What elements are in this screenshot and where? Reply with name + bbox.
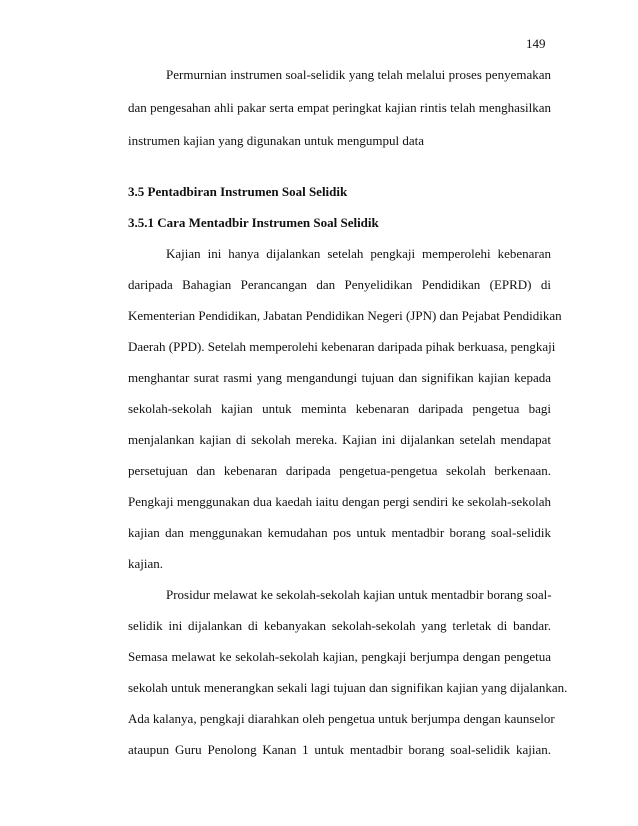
- text-line: Semasa melawat ke sekolah-sekolah kajian, pengkaji berjumpa dengan pengetua: [128, 649, 551, 664]
- text-line: persetujuan dan kebenaran daripada pengetua-pengetua sekolah berkenaan.: [128, 463, 551, 478]
- text-line: daripada Bahagian Perancangan dan Penyelidikan Pendidikan (EPRD) di: [128, 277, 551, 292]
- text-line: menghantar surat rasmi yang mengandungi tujuan dan signifikan kajian kepada: [128, 370, 551, 385]
- page-number: 149: [526, 36, 546, 51]
- text-line: kajian dan menggunakan kemudahan pos untuk mentadbir borang soal-selidik: [128, 525, 551, 540]
- text-line: Pengkaji menggunakan dua kaedah iaitu dengan pergi sendiri ke sekolah-sekolah: [128, 494, 551, 509]
- text-line: Daerah (PPD). Setelah memperolehi kebenaran daripada pihak berkuasa, pengkaji: [128, 339, 556, 354]
- text-line: sekolah untuk menerangkan sekali lagi tujuan dan signifikan kajian yang dijalankan.: [128, 680, 568, 695]
- subsection-heading: 3.5.1 Cara Mentadbir Instrumen Soal Selidik: [128, 215, 379, 230]
- text-line: ataupun Guru Penolong Kanan 1 untuk mentadbir borang soal-selidik kajian.: [128, 742, 551, 757]
- text-line: dan pengesahan ahli pakar serta empat peringkat kajian rintis telah menghasilkan: [128, 100, 551, 115]
- section-heading: 3.5 Pentadbiran Instrumen Soal Selidik: [128, 184, 348, 199]
- text-line: sekolah-sekolah kajian untuk meminta kebenaran daripada pengetua bagi: [128, 401, 551, 416]
- text-line: kajian.: [128, 556, 164, 571]
- text-line: Ada kalanya, pengkaji diarahkan oleh pengetua untuk berjumpa dengan kaunselor: [128, 711, 555, 726]
- text-line: menjalankan kajian di sekolah mereka. Kajian ini dijalankan setelah mendapat: [128, 432, 551, 447]
- text-line: Permurnian instrumen soal-selidik yang telah melalui proses penyemakan: [166, 67, 551, 82]
- text-line: Kajian ini hanya dijalankan setelah pengkaji memperolehi kebenaran: [166, 246, 551, 261]
- text-line: Kementerian Pendidikan, Jabatan Pendidikan Negeri (JPN) dan Pejabat Pendidikan: [128, 308, 562, 323]
- text-line: Prosidur melawat ke sekolah-sekolah kajian untuk mentadbir borang soal-: [166, 587, 552, 602]
- text-line: selidik ini dijalankan di kebanyakan sekolah-sekolah yang terletak di bandar.: [128, 618, 551, 633]
- text-line: instrumen kajian yang digunakan untuk mengumpul data: [128, 133, 425, 148]
